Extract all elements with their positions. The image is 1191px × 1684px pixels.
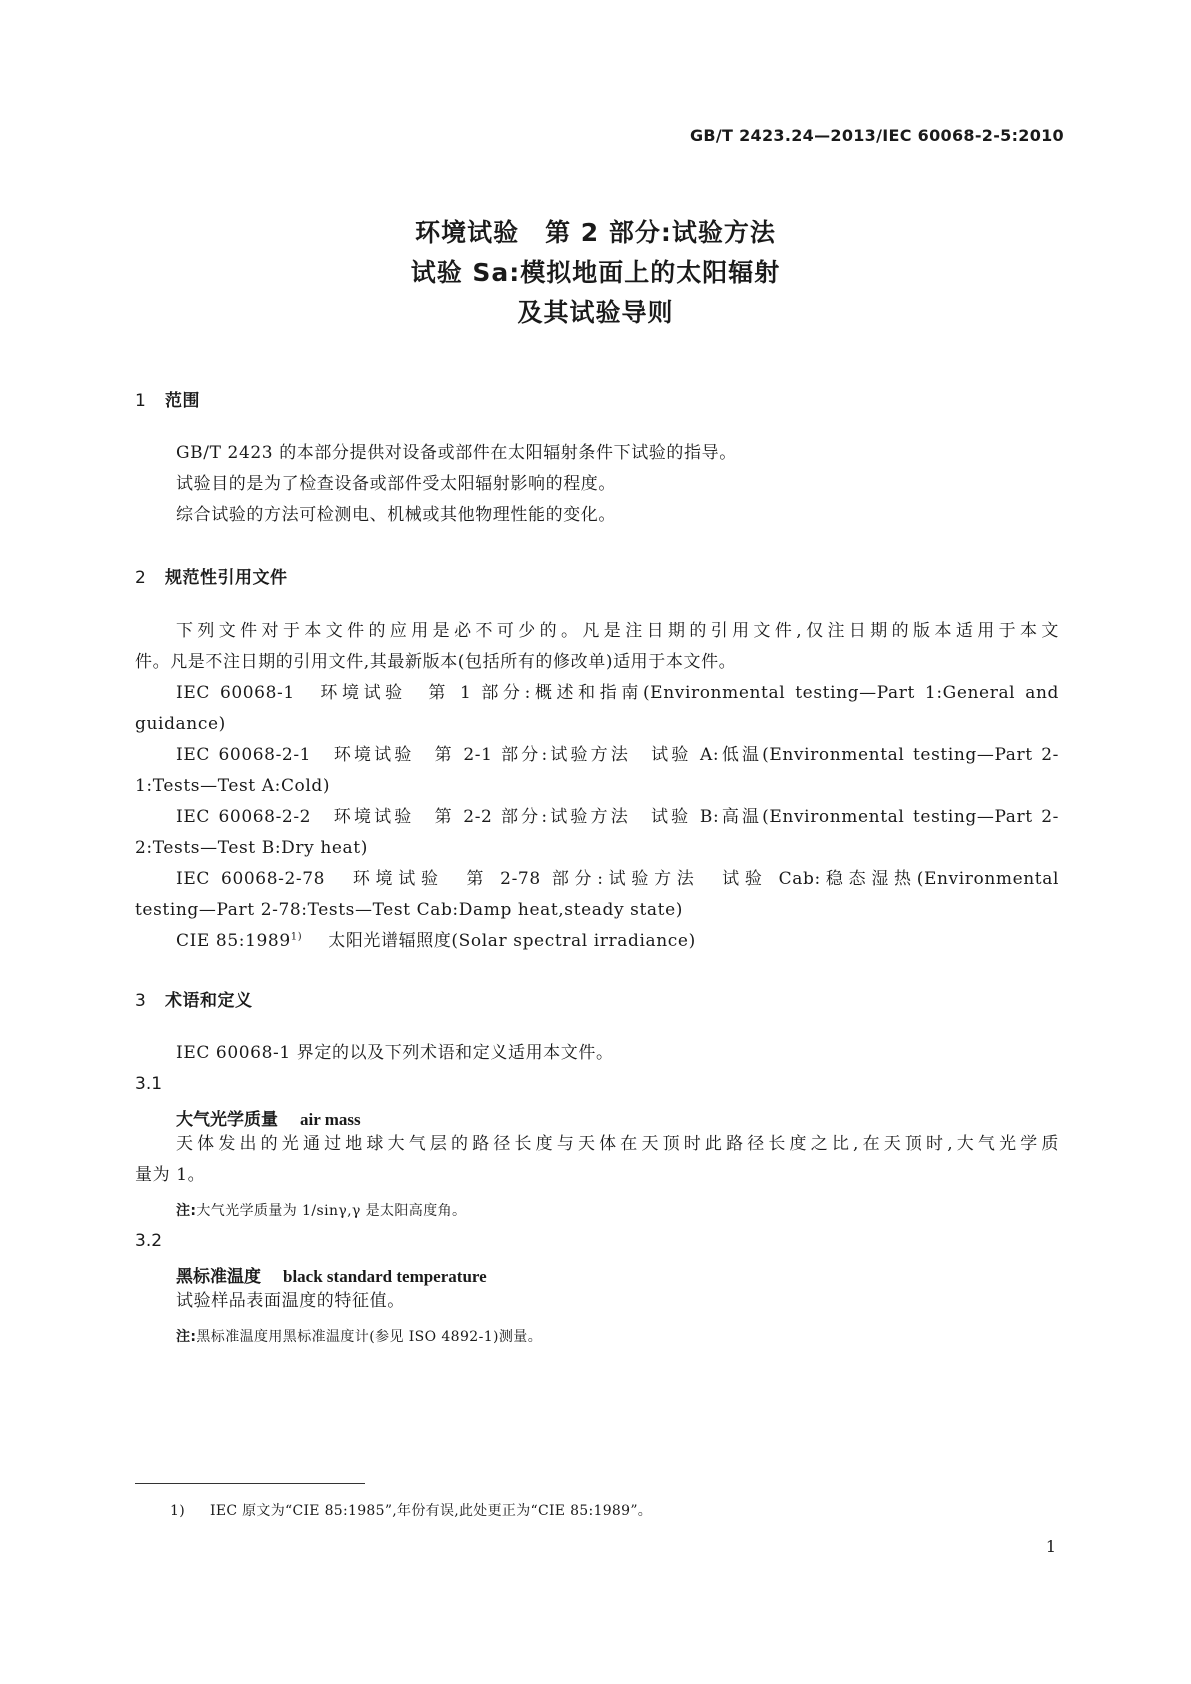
term-zh: 大气光学质量	[176, 1110, 278, 1130]
references-intro-line-1: 下列文件对于本文件的应用是必不可少的。凡是注日期的引用文件,仅注日期的版本适用于本文	[176, 621, 1059, 641]
cie-reference-title: 太阳光谱辐照度(Solar spectral irradiance)	[328, 931, 696, 951]
section-title: 范围	[165, 391, 200, 411]
section-1-heading	[135, 386, 200, 411]
term-en: air mass	[300, 1110, 361, 1129]
note-text: 黑标准温度用黑标准温度计(参见 ISO 4892-1)测量。	[196, 1329, 543, 1345]
scope-paragraph-2: 试验目的是为了检查设备或部件受太阳辐射影响的程度。	[176, 474, 616, 494]
reference-item-cont: testing—Part 2-78:Tests—Test Cab:Damp heat,steady state)	[135, 900, 683, 920]
reference-item-cont: 2:Tests—Test B:Dry heat)	[135, 838, 368, 858]
terms-intro: IEC 60068-1 界定的以及下列术语和定义适用本文件。	[176, 1043, 614, 1063]
section-number: 1	[135, 391, 147, 411]
footnote	[170, 1500, 652, 1520]
doc-title-line-2: 试验 Sa:模拟地面上的太阳辐射	[410, 258, 781, 287]
page-number: 1	[1045, 1537, 1056, 1556]
footnote-text: IEC 原文为“CIE 85:1985”,年份有误,此处更正为“CIE 85:1989”。	[210, 1503, 653, 1519]
note-label: 注:	[176, 1329, 197, 1345]
term-heading	[176, 1262, 487, 1287]
section-3-heading	[135, 986, 253, 1011]
section-title: 术语和定义	[165, 991, 253, 1011]
doc-title-line-3: 及其试验导则	[517, 298, 674, 327]
reference-item: IEC 60068-1 环境试验 第 1 部分:概述和指南(Environmental testing—Part 1:General and	[176, 683, 1059, 703]
term-heading	[176, 1105, 361, 1130]
term-number: 3.1	[135, 1074, 163, 1094]
section-title: 规范性引用文件	[165, 568, 288, 588]
section-2-heading	[135, 563, 288, 588]
term-zh: 黑标准温度	[176, 1267, 261, 1287]
footnote-number: 1)	[170, 1503, 185, 1519]
term-en: black standard temperature	[283, 1267, 487, 1286]
cie-reference-code: CIE 85:1989	[176, 931, 291, 951]
doc-title-line-1: 环境试验 第 2 部分:试验方法	[415, 218, 776, 247]
references-intro-line-2: 件。凡是不注日期的引用文件,其最新版本(包括所有的修改单)适用于本文件。	[135, 652, 737, 672]
note-label: 注:	[176, 1203, 197, 1219]
term-definition: 试验样品表面温度的特征值。	[176, 1291, 405, 1311]
reference-item-cie	[176, 926, 696, 957]
section-number: 2	[135, 568, 147, 588]
scope-paragraph-1: GB/T 2423 的本部分提供对设备或部件在太阳辐射条件下试验的指导。	[176, 443, 737, 463]
section-number: 3	[135, 991, 147, 1011]
footnote-divider	[135, 1483, 365, 1484]
reference-item: IEC 60068-2-2 环境试验 第 2-2 部分:试验方法 试验 B:高温(Environmental testing—Part 2-	[176, 807, 1059, 827]
reference-item-cont: 1:Tests—Test A:Cold)	[135, 776, 331, 796]
standard-code: GB/T 2423.24—2013/IEC 60068-2-5:2010	[689, 126, 1064, 145]
reference-item: IEC 60068-2-78 环境试验 第 2-78 部分:试验方法 试验 Cab:稳态湿热(Environmental	[176, 869, 1059, 889]
reference-item: IEC 60068-2-1 环境试验 第 2-1 部分:试验方法 试验 A:低温(Environmental testing—Part 2-	[176, 745, 1059, 765]
note-text: 大气光学质量为 1/sinγ,γ 是太阳高度角。	[196, 1203, 467, 1219]
footnote-marker: 1)	[290, 931, 303, 943]
scope-paragraph-3: 综合试验的方法可检测电、机械或其他物理性能的变化。	[176, 505, 616, 525]
term-definition-cont: 量为 1。	[135, 1165, 206, 1185]
term-definition: 天体发出的光通过地球大气层的路径长度与天体在天顶时此路径长度之比,在天顶时,大气光学质	[176, 1134, 1059, 1154]
term-note	[176, 1200, 466, 1220]
term-number: 3.2	[135, 1231, 163, 1251]
term-note	[176, 1326, 542, 1346]
reference-item-cont: guidance)	[135, 714, 226, 734]
